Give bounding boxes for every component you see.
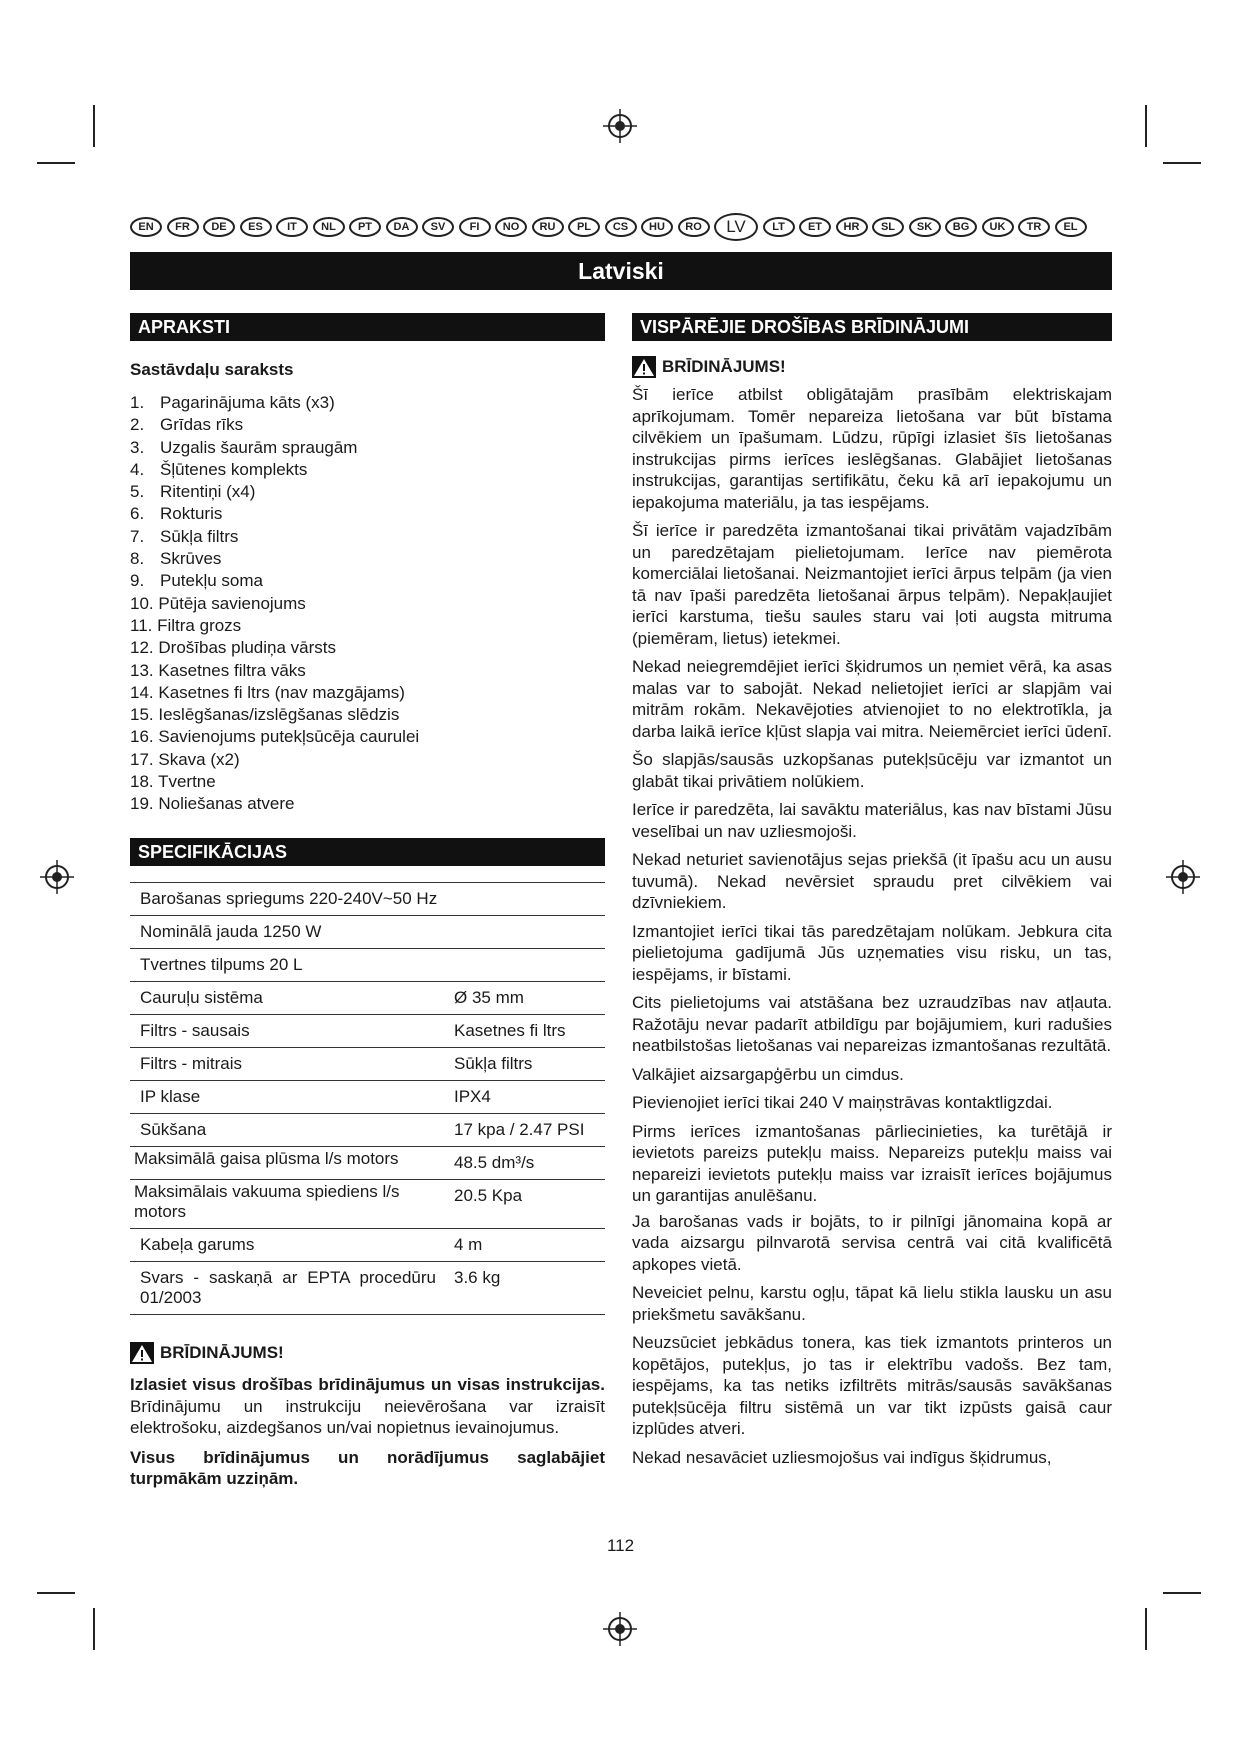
- paragraph: Pirms ierīces izmantošanas pārliecinieties, ka turētājā ir ievietots pareizs putekļu maiss. Nepareizs putekļu maiss vai nepareizi ievietots putekļu maiss var izraisīt ierīces bojājumus un garantijas anulēšanu.: [632, 1121, 1112, 1205]
- page-title: Latviski: [130, 252, 1112, 290]
- left-warning-block: [130, 1342, 605, 1490]
- lang-badge: DA: [386, 217, 418, 237]
- section-header-apraksti: APRAKSTI: [130, 313, 605, 341]
- crop-mark: [93, 105, 95, 147]
- list-item: 8. Skrūves: [130, 549, 222, 569]
- registration-mark-icon: [603, 109, 637, 143]
- right-warning-block: [632, 356, 1112, 1468]
- paragraph: Valkājiet aizsargapģērbu un cimdus.: [632, 1064, 904, 1084]
- registration-mark-icon: [40, 860, 74, 894]
- list-item: 5. Ritentiņi (x4): [130, 482, 256, 502]
- lang-badge: SV: [422, 217, 454, 237]
- list-item: 7. Sūkļa filtrs: [130, 526, 239, 546]
- list-item: 14. Kasetnes fi ltrs (nav mazgājams): [130, 682, 405, 702]
- lang-badge: EL: [1055, 217, 1087, 237]
- table-row: Barošanas spriegums 220-240V~50 Hz: [130, 883, 605, 916]
- lang-badge: NL: [313, 217, 345, 237]
- lang-badge: UK: [982, 217, 1014, 237]
- crop-mark: [1163, 1592, 1201, 1594]
- paragraph: Šī ierīce atbilst obligātajām prasībām elektriskajam aprīkojumam. Tomēr nepareiza lietošana var būt bīstama cilvēkiem un īpašumam. Lūdzu, rūpīgi izlasiet šīs lietošanas instrukcijas pirms ierīces ieslēgšanas. Glabājiet lietošanas instrukcijas, garantijas sertifikātu, čeku kā arī iepakojumu un iepakojuma materiālu, ja tas iespējams.: [632, 385, 1112, 512]
- page-number: 112: [606, 1536, 635, 1555]
- paragraph: Pievienojiet ierīci tikai 240 V maiņstrāvas kontaktligzdai.: [632, 1093, 1053, 1112]
- warning-triangle-icon: [130, 1342, 154, 1364]
- crop-mark: [1145, 1608, 1147, 1650]
- table-row: Sūkšana 17 kpa / 2.47 PSI: [130, 1114, 605, 1147]
- specs-table: [130, 882, 605, 1315]
- table-row: Maksimālā gaisa plūsma l/s motors 48.5 dm³/s: [130, 1147, 605, 1180]
- lang-badge: HU: [641, 217, 673, 237]
- paragraph: Neveiciet pelnu, karstu ogļu, tāpat kā lielu stikla lausku un asu priekšmetu savākšanu.: [632, 1283, 1112, 1324]
- lang-badge: FI: [459, 217, 491, 237]
- list-item: 4. Šļūtenes komplekts: [130, 459, 308, 479]
- lang-badge: ES: [240, 217, 272, 237]
- lang-badge: PT: [349, 217, 381, 237]
- lang-badge: PL: [568, 217, 600, 237]
- lang-badge: EN: [130, 217, 162, 237]
- paragraph: Nekad nesavāciet uzliesmojošus vai indīgus šķidrumus,: [632, 1447, 1052, 1467]
- lang-badge: BG: [945, 217, 977, 237]
- warning-heading: BRĪDINĀJUMS!: [130, 1342, 605, 1364]
- list-item: 9. Putekļu soma: [130, 571, 263, 591]
- lang-badge: RO: [678, 217, 710, 237]
- paragraph: Šī ierīce ir paredzēta izmantošanai tikai privātām vajadzībām un paredzētajam pielietojumam. Ierīce nav piemērota komerciālai lietošanai. Neizmantojiet ierīci ārpus telpām (ja vien tā nav īpaši paredzēta lietošanai ārpus telpām). Nepakļaujiet ierīci karstuma, tiešu saules staru vai ļoti augsta mitruma (piemēram, lietus) ietekmei.: [632, 521, 1112, 648]
- list-item: 13. Kasetnes filtra vāks: [130, 660, 306, 680]
- list-item: 3. Uzgalis šaurām spraugām: [130, 437, 358, 457]
- registration-mark-icon: [1166, 860, 1200, 894]
- paragraph: Nekad neiegremdējiet ierīci šķidrumos un ņemiet vērā, ka asas malas var to sabojāt. Nekad nelietojiet ierīci ar slapjām vai mitrām rokām. Nekavējoties atvienojiet to no elektrotīkla, ja darba laikā ierīce kļūst slapja vai mitra. Neiemērciet ierīci ūdenī.: [632, 657, 1112, 741]
- parts-heading: Sastāvdaļu saraksts: [130, 360, 294, 379]
- paragraph: Ja barošanas vads ir bojāts, to ir pilnīgi jānomaina kopā ar vada aizsargu pilnvarotā servisa centrā vai citā kvalificētā apkopes vietā.: [632, 1211, 1112, 1274]
- list-item: 17. Skava (x2): [130, 749, 240, 769]
- crop-mark: [1163, 162, 1201, 164]
- list-item: 1. Pagarinājuma kāts (x3): [130, 393, 335, 412]
- list-item: 11. Filtra grozs: [130, 615, 242, 635]
- lang-badge: SK: [909, 217, 941, 237]
- lang-badge: IT: [276, 217, 308, 237]
- paragraph: Neuzsūciet jebkādus tonera, kas tiek izmantots printeros un kopētājos, putekļus, jo tas ir elektrību vadošs. Bez tam, iespējams, ka tas netiks izfiltrēts mitrās/sausās savākšanas putekļsūcēja filtru sistēmā un var tikt izpūsts gaisā caur izplūdes atveri.: [632, 1333, 1112, 1438]
- lang-badge: SL: [872, 217, 904, 237]
- list-item: 15. Ieslēgšanas/izslēgšanas slēdzis: [130, 705, 400, 725]
- section-header-specifikacijas: SPECIFIKĀCIJAS: [130, 838, 605, 866]
- lang-badge: CS: [605, 217, 637, 237]
- language-selector-bar: [130, 212, 1112, 242]
- warning-paragraph: Izlasiet visus drošības brīdinājumus un visas instrukcijas. Brīdinājumu un instrukciju neievērošana var izraisīt elektrošoku, aizdegšanos un/vai nopietnus ievainojumus.: [130, 1375, 605, 1437]
- lang-badge: DE: [203, 217, 235, 237]
- list-item: 12. Drošības pludiņa vārsts: [130, 638, 337, 658]
- crop-mark: [37, 1592, 75, 1594]
- warning-keep-note: Visus brīdinājumus un norādījumus saglabājiet turpmākām uzziņām.: [130, 1447, 605, 1488]
- lang-badge: RU: [532, 217, 564, 237]
- paragraph: Ierīce ir paredzēta, lai savāktu materiālus, kas nav bīstami Jūsu veselībai un nav uzliesmojoši.: [632, 800, 1112, 841]
- paragraph: Nekad neturiet savienotājus sejas priekšā (it īpašu acu un ausu tuvumā). Nekad nevērsiet spraudu pret cilvēkiem vai dzīvniekiem.: [632, 850, 1112, 912]
- table-row: Filtrs - sausais Kasetnes fi ltrs: [130, 1015, 605, 1048]
- warning-heading: BRĪDINĀJUMS!: [632, 356, 1112, 378]
- list-item: 10. Pūtēja savienojums: [130, 593, 306, 613]
- lang-badge-active: LV: [714, 213, 758, 241]
- table-row: Nominālā jauda 1250 W: [130, 916, 605, 949]
- lang-badge: ET: [799, 217, 831, 237]
- crop-mark: [1145, 105, 1147, 147]
- lang-badge: HR: [836, 217, 868, 237]
- warning-triangle-icon: [632, 356, 656, 378]
- lang-badge: LT: [763, 217, 795, 237]
- list-item: 16. Savienojums putekļsūcēja caurulei: [130, 727, 420, 747]
- crop-mark: [37, 162, 75, 164]
- crop-mark: [93, 1608, 95, 1650]
- registration-mark-icon: [603, 1612, 637, 1646]
- lang-badge: FR: [167, 217, 199, 237]
- list-item: 18. Tvertne: [130, 772, 216, 792]
- section-header-drosibas: VISPĀRĒJIE DROŠĪBAS BRĪDINĀJUMI: [632, 313, 1112, 341]
- table-row: Svars - saskaņā ar EPTA procedūru 01/2003 3.6 kg: [130, 1262, 605, 1315]
- paragraph: Šo slapjās/sausās uzkopšanas putekļsūcēju var izmantot un glabāt tikai privātiem nolūkiem.: [632, 750, 1112, 791]
- list-item: 6. Rokturis: [130, 504, 223, 524]
- paragraph: Izmantojiet ierīci tikai tās paredzētajam nolūkam. Jebkura cita pielietojuma gadījumā Jūs uzņematies visu risku, un tas, iespējams, ir bīstami.: [632, 921, 1112, 984]
- table-row: Tvertnes tilpums 20 L: [130, 949, 605, 982]
- list-item: 2. Grīdas rīks: [130, 415, 244, 435]
- parts-list: [130, 392, 600, 816]
- lang-badge: TR: [1018, 217, 1050, 237]
- lang-badge: NO: [495, 217, 527, 237]
- table-row: Maksimālais vakuuma spiediens l/s motors 20.5 Kpa: [130, 1180, 605, 1229]
- paragraph: Cits pielietojums vai atstāšana bez uzraudzības nav atļauta. Ražotāju nevar padarīt atbildīgu par bojājumiem, kuri radušies neatbilstošas lietošanas vai nepareizas izmantošanas rezultātā.: [632, 993, 1112, 1055]
- table-row: Cauruļu sistēma Ø 35 mm: [130, 982, 605, 1015]
- table-row: Filtrs - mitrais Sūkļa filtrs: [130, 1048, 605, 1081]
- list-item: 19. Noliešanas atvere: [130, 794, 295, 814]
- table-row: IP klase IPX4: [130, 1081, 605, 1114]
- table-row: Kabeļa garums 4 m: [130, 1229, 605, 1262]
